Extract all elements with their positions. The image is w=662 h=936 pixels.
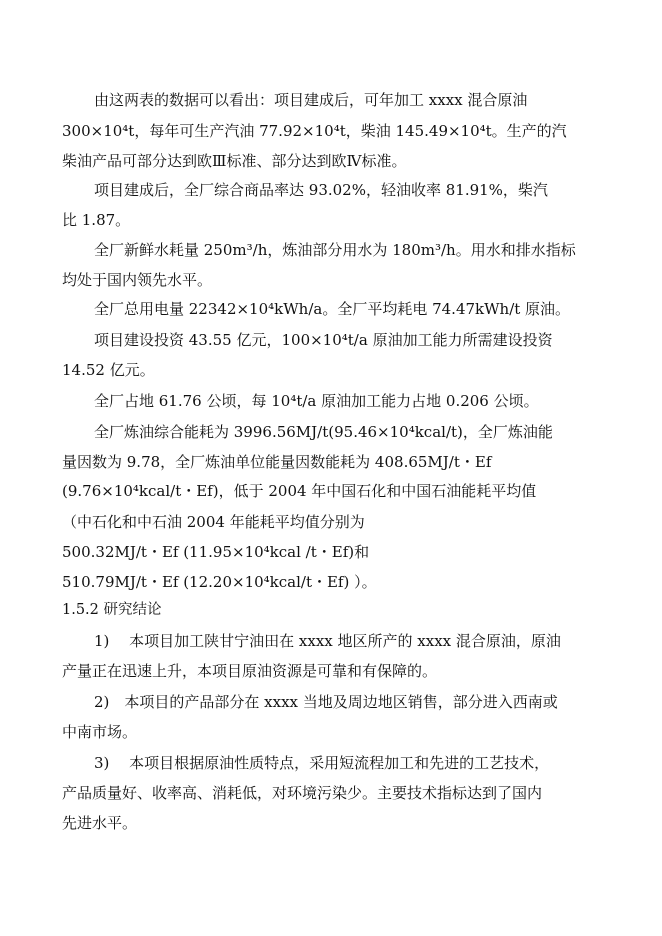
list-item-line: 先进水平。 bbox=[62, 814, 138, 832]
paragraph-line: 均处于国内领先水平。 bbox=[62, 271, 213, 289]
paragraph-line: (9.76×10⁴kcal/t・Ef)，低于 2004 年中国石化和中国石油能耗平均值 bbox=[62, 482, 537, 500]
paragraph-line: 500.32MJ/t・Ef (11.95×10⁴kcal /t・Ef)和 bbox=[62, 543, 370, 561]
list-item-line: 产品质量好、收率高、消耗低，对环境污染少。主要技术指标达到了国内 bbox=[62, 784, 543, 802]
paragraph-line: 比 1.87。 bbox=[62, 211, 131, 229]
paragraph-line: 项目建成后，全厂综合商品率达 93.02%，轻油收率 81.91%，柴汽 bbox=[94, 181, 548, 199]
paragraph-line: 全厂总用电量 22342×10⁴kWh/a。全厂平均耗电 74.47kWh/t 原油。 bbox=[94, 300, 571, 318]
paragraph-line: （中石化和中石油 2004 年能耗平均值分别为 bbox=[62, 513, 365, 531]
paragraph-line: 柴油产品可部分达到欧Ⅲ标准、部分达到欧Ⅳ标准。 bbox=[62, 152, 407, 170]
paragraph-line: 全厂新鲜水耗量 250m³/h，炼油部分用水为 180m³/h。用水和排水指标 bbox=[94, 241, 576, 259]
list-item-line: 中南市场。 bbox=[62, 723, 138, 741]
paragraph-line: 由这两表的数据可以看出：项目建成后，可年加工 xxxx 混合原油 bbox=[94, 91, 528, 109]
paragraph-line: 项目建设投资 43.55 亿元，100×10⁴t/a 原油加工能力所需建设投资 bbox=[94, 331, 553, 349]
paragraph-line: 全厂炼油综合能耗为 3996.56MJ/t(95.46×10⁴kcal/t)，全厂炼油能 bbox=[94, 423, 553, 441]
paragraph-line: 510.79MJ/t・Ef (12.20×10⁴kcal/t・Ef) ）。 bbox=[62, 573, 377, 591]
paragraph-line: 量因数为 9.78，全厂炼油单位能量因数能耗为 408.65MJ/t・Ef bbox=[62, 453, 492, 471]
section-heading: 1.5.2 研究结论 bbox=[62, 602, 162, 618]
list-item-line: 1) 本项目加工陕甘宁油田在 xxxx 地区所产的 xxxx 混合原油，原油 bbox=[94, 632, 561, 650]
paragraph-line: 300×10⁴t，每年可生产汽油 77.92×10⁴t，柴油 145.49×10⁴t。生产的汽 bbox=[62, 122, 567, 140]
paragraph-line: 14.52 亿元。 bbox=[62, 361, 155, 379]
list-item-line: 3) 本项目根据原油性质特点，采用短流程加工和先进的工艺技术， bbox=[94, 754, 550, 772]
paragraph-line: 全厂占地 61.76 公顷，每 10⁴t/a 原油加工能力占地 0.206 公顷。 bbox=[94, 392, 539, 410]
list-item-line: 产量正在迅速上升，本项目原油资源是可靠和有保障的。 bbox=[62, 662, 438, 680]
list-item-line: 2) 本项目的产品部分在 xxxx 当地及周边地区销售，部分进入西南或 bbox=[94, 693, 558, 711]
